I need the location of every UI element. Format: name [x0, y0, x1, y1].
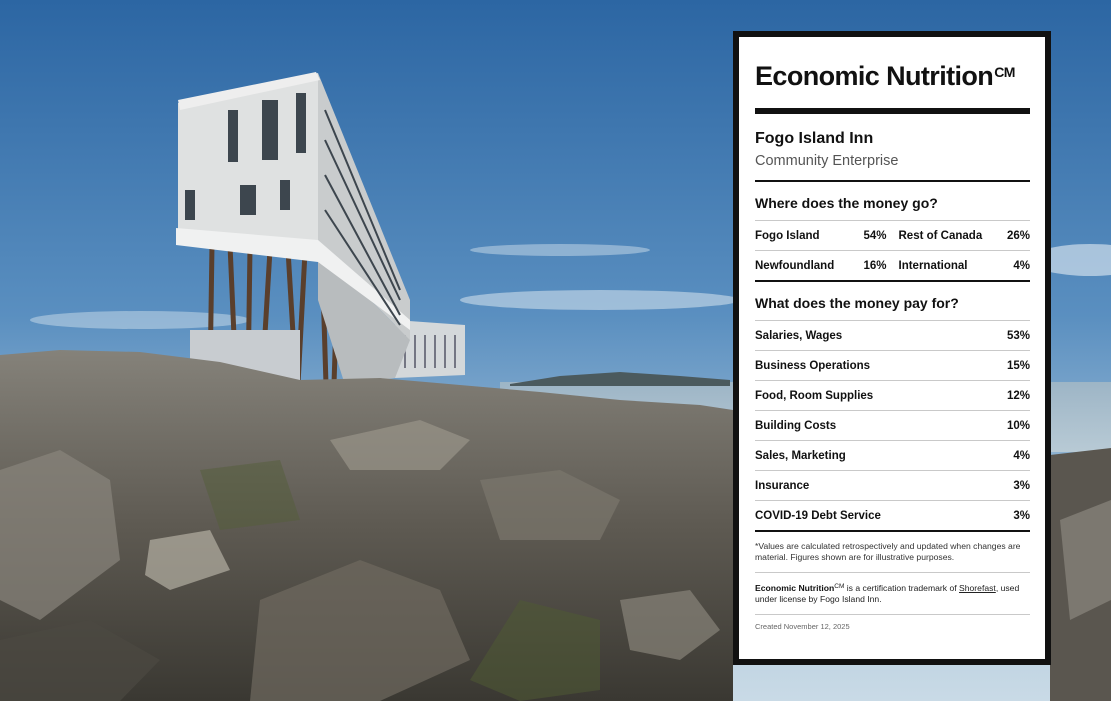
trademark-mark: CM	[834, 583, 845, 590]
pays-item-value: 10%	[1006, 419, 1030, 432]
trademark-notice	[755, 573, 1030, 614]
economic-nutrition-label	[733, 31, 1051, 665]
pays-row	[755, 501, 1030, 530]
business-name: Fogo Island Inn	[755, 130, 874, 147]
pays-row	[755, 351, 1030, 380]
trademark-brand: Economic Nutrition	[755, 583, 835, 593]
where-item-name: International	[898, 259, 968, 272]
pays-item-value: 12%	[1006, 389, 1030, 402]
pays-heading: What does the money pay for?	[755, 295, 959, 311]
where-item	[893, 230, 1031, 242]
created-date: Created November 12, 2025	[755, 622, 850, 631]
pays-item-value: 3%	[1013, 479, 1030, 492]
certification-mark: CM	[994, 64, 1015, 80]
pays-item-name: Food, Room Supplies	[755, 389, 874, 402]
where-row	[755, 251, 1030, 280]
where-item	[755, 230, 893, 242]
pays-row	[755, 471, 1030, 500]
pays-item-name: COVID-19 Debt Service	[755, 509, 881, 522]
pays-row	[755, 411, 1030, 440]
where-item-name: Fogo Island	[755, 229, 820, 242]
pays-row	[755, 381, 1030, 410]
trademark-text: is a certification trademark of	[844, 583, 960, 593]
where-item-value: 54%	[863, 229, 887, 242]
where-item-name: Newfoundland	[755, 259, 835, 272]
pays-item-name: Salaries, Wages	[755, 329, 843, 342]
label-content	[755, 61, 1030, 631]
pays-item-name: Insurance	[755, 479, 810, 492]
where-item	[893, 260, 1031, 272]
label-title	[755, 61, 1030, 91]
cloud	[470, 244, 650, 256]
where-heading: Where does the money go?	[755, 195, 938, 211]
footnote: *Values are calculated retrospectively and updated when changes are material. Figures shown are for illustrative purposes.	[755, 541, 1021, 562]
label-title-text: Economic Nutrition	[755, 61, 994, 91]
pays-item-name: Building Costs	[755, 419, 837, 432]
pays-row	[755, 321, 1030, 350]
where-item-name: Rest of Canada	[898, 229, 983, 242]
cloud	[460, 290, 740, 310]
where-item-value: 26%	[1006, 229, 1030, 242]
pays-item-name: Sales, Marketing	[755, 449, 846, 462]
trademark-text: , used under license by Fogo Island Inn.	[755, 583, 1020, 604]
divider-thick	[755, 108, 1030, 114]
pays-item-name: Business Operations	[755, 359, 871, 372]
pays-row	[755, 441, 1030, 470]
business-type: Community Enterprise	[755, 153, 899, 169]
where-row	[755, 221, 1030, 250]
cloud	[30, 311, 250, 329]
where-item-value: 4%	[1013, 259, 1030, 272]
pays-item-value: 4%	[1013, 449, 1030, 462]
pays-item-value: 3%	[1013, 509, 1030, 522]
pays-item-value: 15%	[1006, 359, 1030, 372]
shorefast-link[interactable]: Shorefast	[959, 583, 996, 593]
where-item-value: 16%	[863, 259, 887, 272]
pays-item-value: 53%	[1006, 329, 1030, 342]
where-item	[755, 260, 893, 272]
